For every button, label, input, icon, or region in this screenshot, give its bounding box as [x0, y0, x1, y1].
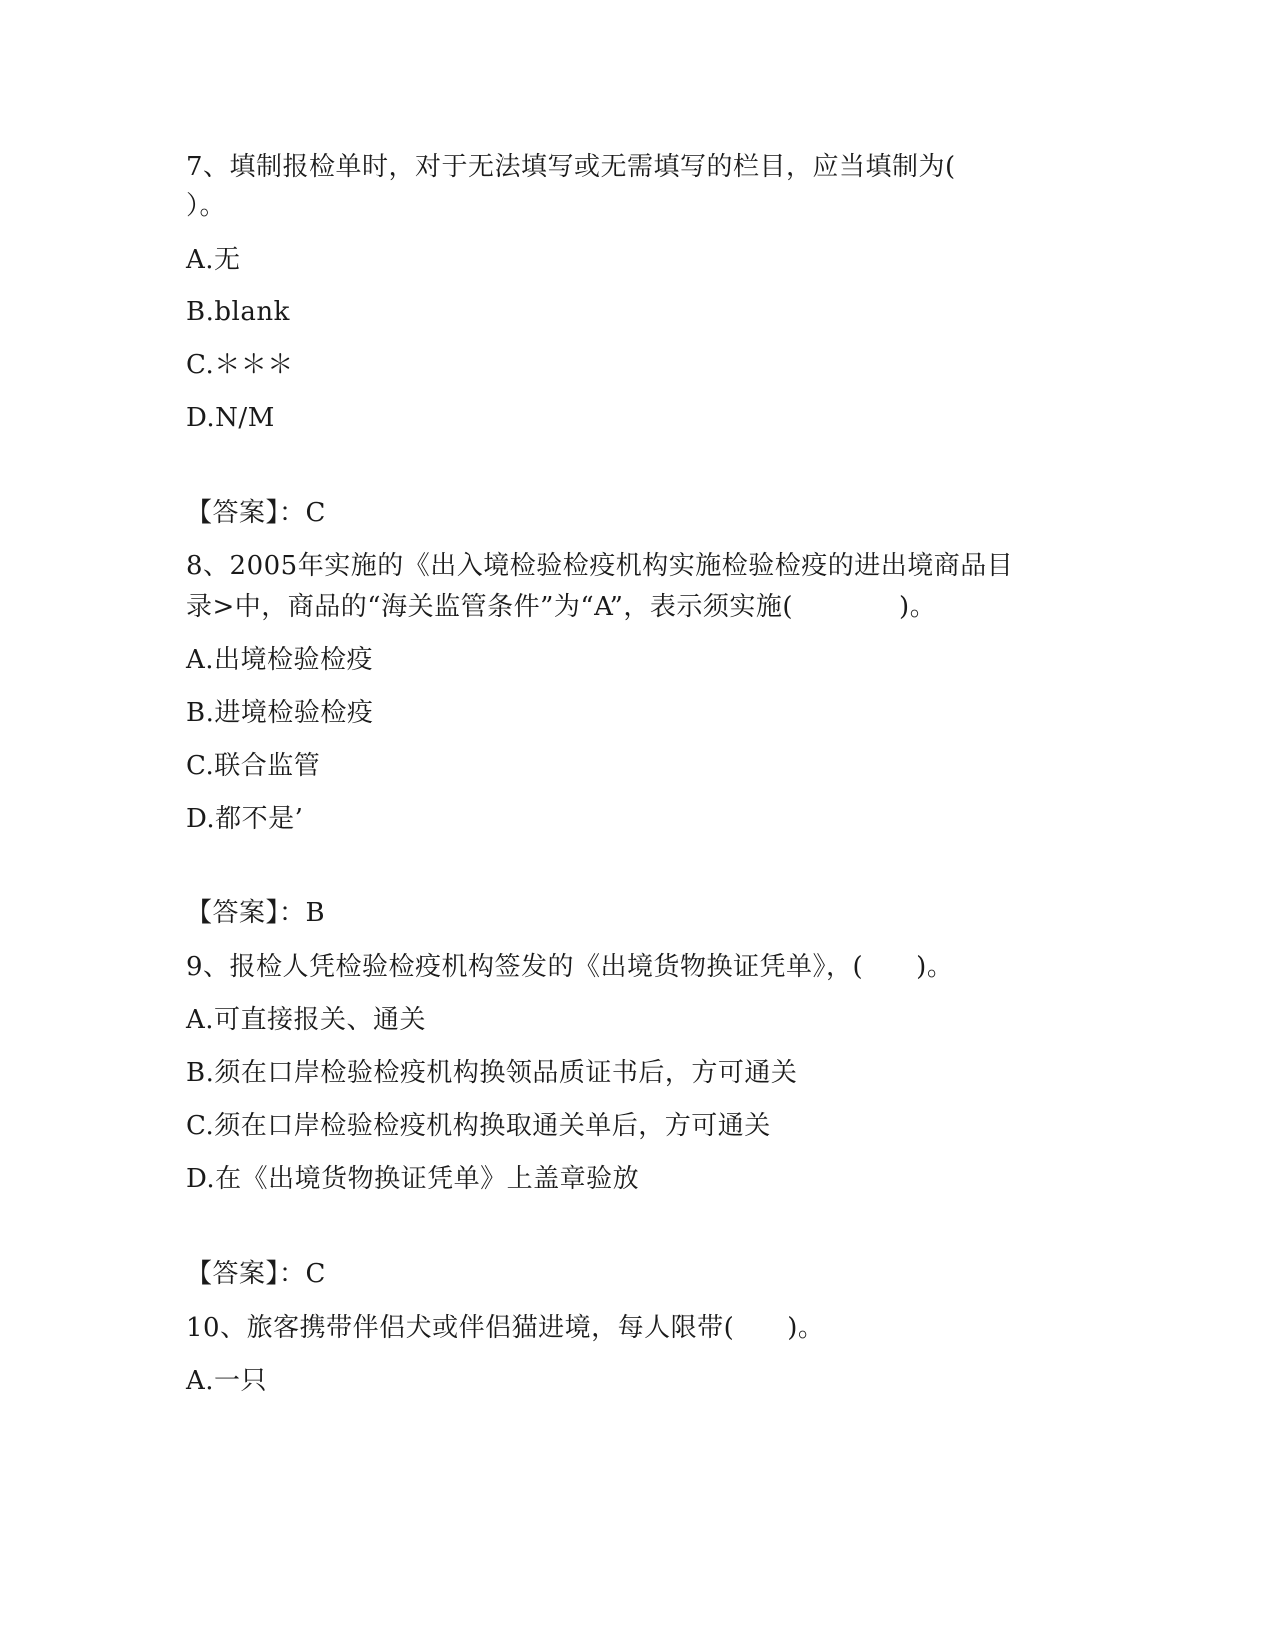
question-9-option-d: D.在《出境货物换证凭单》上盖章验放: [186, 1164, 640, 1194]
question-9-option-c: C.须在口岸检验检疫机构换取通关单后，方可通关: [186, 1111, 771, 1141]
question-10-stem-line-1: 10、旅客携带伴侣犬或伴侣猫进境，每人限带( )。: [186, 1313, 825, 1343]
question-7-answer: 【答案】：C: [186, 498, 326, 528]
question-9-option-a: A.可直接报关、通关: [186, 1005, 427, 1035]
question-8-answer: 【答案】：B: [186, 898, 326, 928]
question-8-stem-line-2: 录>中，商品的“海关监管条件”为“A”，表示须实施( )。: [186, 592, 937, 622]
question-8-stem-line-1: 8、2005年实施的《出入境检验检疫机构实施检验检疫的进出境商品目: [186, 551, 1014, 581]
question-7-stem-line-2: ）。: [186, 191, 227, 221]
question-7-option-d: D.N/M: [186, 403, 275, 433]
question-9-option-b: B.须在口岸检验检疫机构换领品质证书后，方可通关: [186, 1058, 798, 1088]
question-8-option-c: C.联合监管: [186, 751, 321, 781]
question-8-option-d: D.都不是’: [186, 804, 304, 834]
question-7-stem-line-1: 7、填制报检单时，对于无法填写或无需填写的栏目，应当填制为(: [186, 152, 956, 182]
question-7-option-a: A.无: [186, 245, 241, 275]
question-9-answer: 【答案】：C: [186, 1259, 326, 1289]
question-7-option-b: B.blank: [186, 297, 290, 327]
question-8-option-b: B.进境检验检疫: [186, 698, 374, 728]
question-8-option-a: A.出境检验检疫: [186, 645, 374, 675]
question-9-stem-line-1: 9、报检人凭检验检疫机构签发的《出境货物换证凭单》，( )。: [186, 952, 954, 982]
question-7-option-c: C.＊＊＊: [186, 350, 294, 380]
question-10-option-a: A.一只: [186, 1366, 268, 1396]
